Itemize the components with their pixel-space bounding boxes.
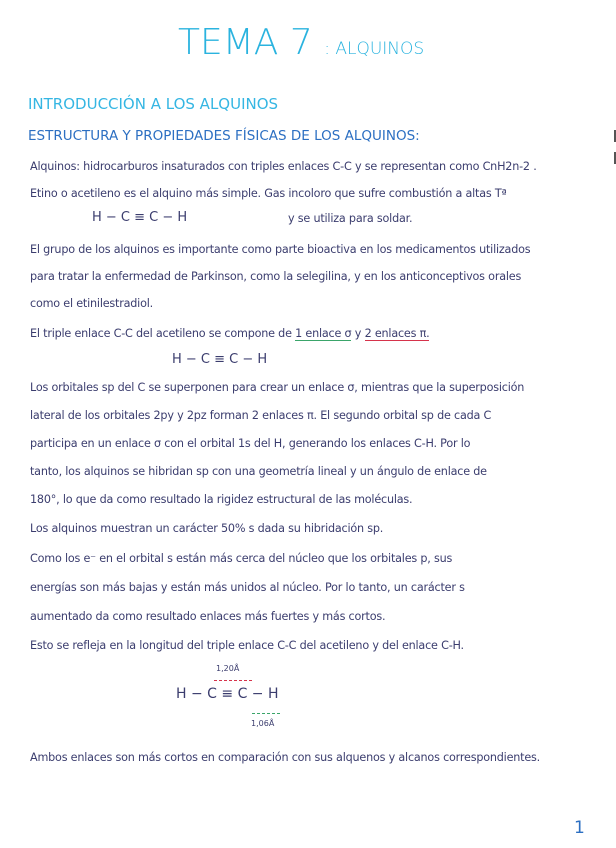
text-line: 180°, lo que da como resultado la rigidez estructural de las moléculas.: [30, 493, 413, 506]
formula-acetylene-colored: H − C ≡ C − H: [172, 352, 268, 367]
title-main: TEMA 7: [178, 22, 313, 63]
text-line: [30, 327, 429, 340]
text-line: El grupo de los alquinos es importante como parte bioactiva en los medicamentos utilizados: [30, 243, 531, 256]
title-sub: : ALQUINOS: [324, 39, 425, 59]
text-line: Etino o acetileno es el alquino más simple. Gas incoloro que sufre combustión a altas Tª: [30, 187, 507, 200]
text-span: El triple enlace C-C del acetileno se compone de: [30, 327, 292, 340]
text-line: energías son más bajas y están más unidos al núcleo. Por lo tanto, un carácter s: [30, 581, 465, 594]
text-line: Esto se refleja en la longitud del triple enlace C-C del acetileno y del enlace C-H.: [30, 639, 464, 652]
page-number: 1: [574, 818, 585, 838]
text-line: tanto, los alquinos se hibridan sp con una geometría lineal y un ángulo de enlace de: [30, 465, 487, 478]
text-line: y se utiliza para soldar.: [288, 212, 413, 225]
formula-bond-lengths: H − C ≡ C − H: [176, 686, 279, 702]
text-line: Los orbitales sp del C se superponen para crear un enlace σ, mientras que la superposición: [30, 381, 525, 394]
heading-intro: INTRODUCCIÓN A LOS ALQUINOS: [28, 95, 279, 113]
text-line: como el etinilestradiol.: [30, 297, 153, 310]
ch-bond-length: 1,06Å: [251, 719, 275, 728]
text-line: Como los e⁻ en el orbital s están más cerca del núcleo que los orbitales p, sus: [30, 552, 453, 565]
text-line: Alquinos: hidrocarburos insaturados con triples enlaces C-C y se representan como CnH2n-2 .: [30, 160, 537, 173]
sigma-bond-label: 1 enlace σ: [295, 327, 352, 340]
text-line: Los alquinos muestran un carácter 50% s dada su hibridación sp.: [30, 522, 384, 535]
text-span: y: [354, 327, 362, 340]
cc-bond-length: 1,20Å: [216, 664, 240, 673]
heading-structure: ESTRUCTURA Y PROPIEDADES FÍSICAS DE LOS ALQUINOS:: [28, 128, 420, 144]
ch-length-arrow: [252, 713, 280, 714]
text-line: para tratar la enfermedad de Parkinson, como la selegilina, y en los anticonceptivos orales: [30, 270, 522, 283]
text-line: aumentado da como resultado enlaces más fuertes y más cortos.: [30, 610, 386, 623]
cc-length-arrow: [214, 680, 252, 681]
formula-acetylene: H − C ≡ C − H: [92, 210, 188, 225]
text-line: Ambos enlaces son más cortos en comparación con sus alquenos y alcanos correspondientes.: [30, 751, 541, 764]
pi-bond-label: 2 enlaces π.: [364, 327, 430, 340]
text-line: lateral de los orbitales 2py y 2pz forman 2 enlaces π. El segundo orbital sp de cada C: [30, 409, 492, 422]
text-line: participa en un enlace σ con el orbital 1s del H, generando los enlaces C-H. Por lo: [30, 437, 471, 450]
page-title: [178, 22, 424, 63]
